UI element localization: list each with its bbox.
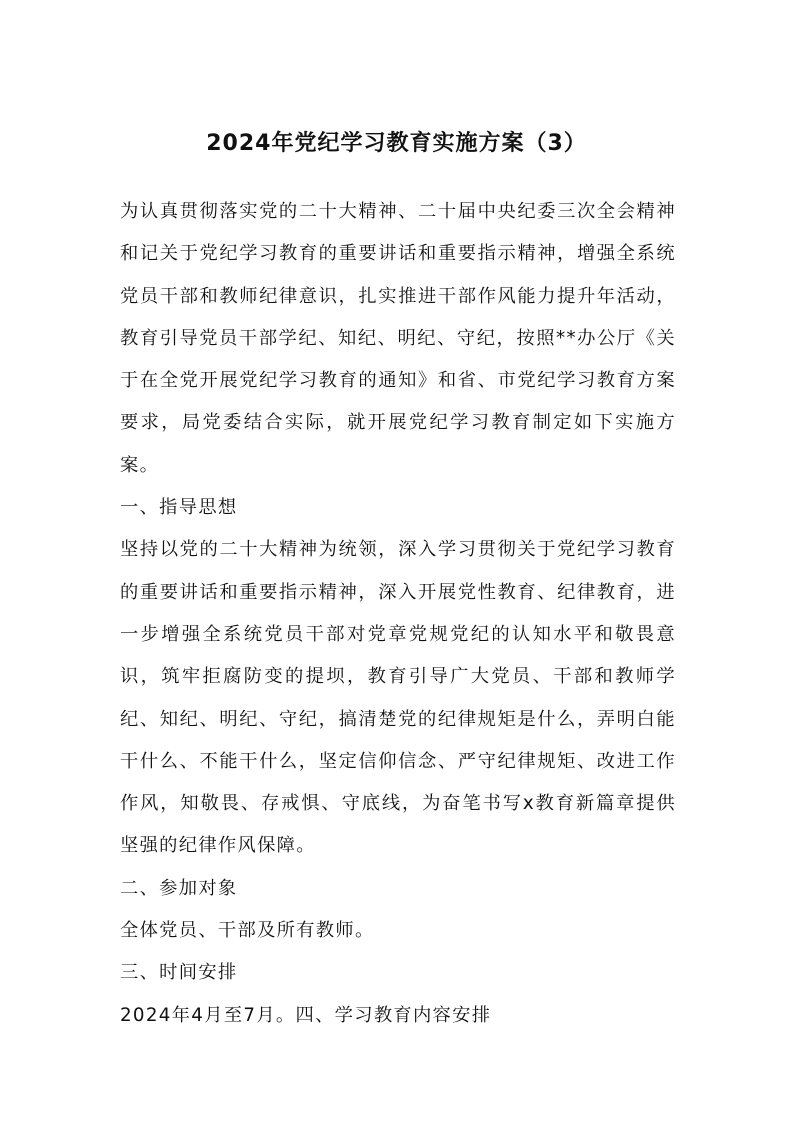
section-heading-participants: 二、参加对象 [120, 877, 238, 899]
section-content-schedule: 2024年4月至7月。四、学习教育内容安排 [120, 1004, 492, 1026]
section-heading-guiding-ideology: 一、指导思想 [120, 497, 238, 519]
section-content-guiding-ideology: 坚持以党的二十大精神为统领，深入学习贯彻关于党纪学习教育的重要讲话和重要指示精神，深入开展党性教育、纪律教育，进一步增强全系统党员干部对党章党规党纪的认知水平和敬畏意识，筑牢拒腐防变的提坝，教育引导广大党员、干部和教师学纪、知纪、明纪、守纪，搞清楚党的纪律规矩是什么，弄明白能干什么、不能干什么，坚定信仰信念、严守纪律规矩、改进工作作风，知敬畏、存戒惧、守底线，为奋笔书写x教育新篇章提供坚强的纪律作风保障。 [120, 539, 676, 857]
section-heading-schedule: 三、时间安排 [120, 962, 238, 984]
document-body [120, 191, 676, 1037]
document-title: 2024年党纪学习教育实施方案（3） [206, 131, 587, 156]
intro-paragraph: 为认真贯彻落实党的二十大精神、二十届中央纪委三次全会精神和记关于党纪学习教育的重要讲话和重要指示精神，增强全系统党员干部和教师纪律意识，扎实推进干部作风能力提升年活动，教育引导党员干部学纪、知纪、明纪、守纪，按照**办公厅《关于在全党开展党纪学习教育的通知》和省、市党纪学习教育方案要求，局党委结合实际，就开展党纪学习教育制定如下实施方案。 [120, 201, 676, 476]
section-content-participants: 全体党员、干部及所有教师。 [120, 920, 375, 942]
